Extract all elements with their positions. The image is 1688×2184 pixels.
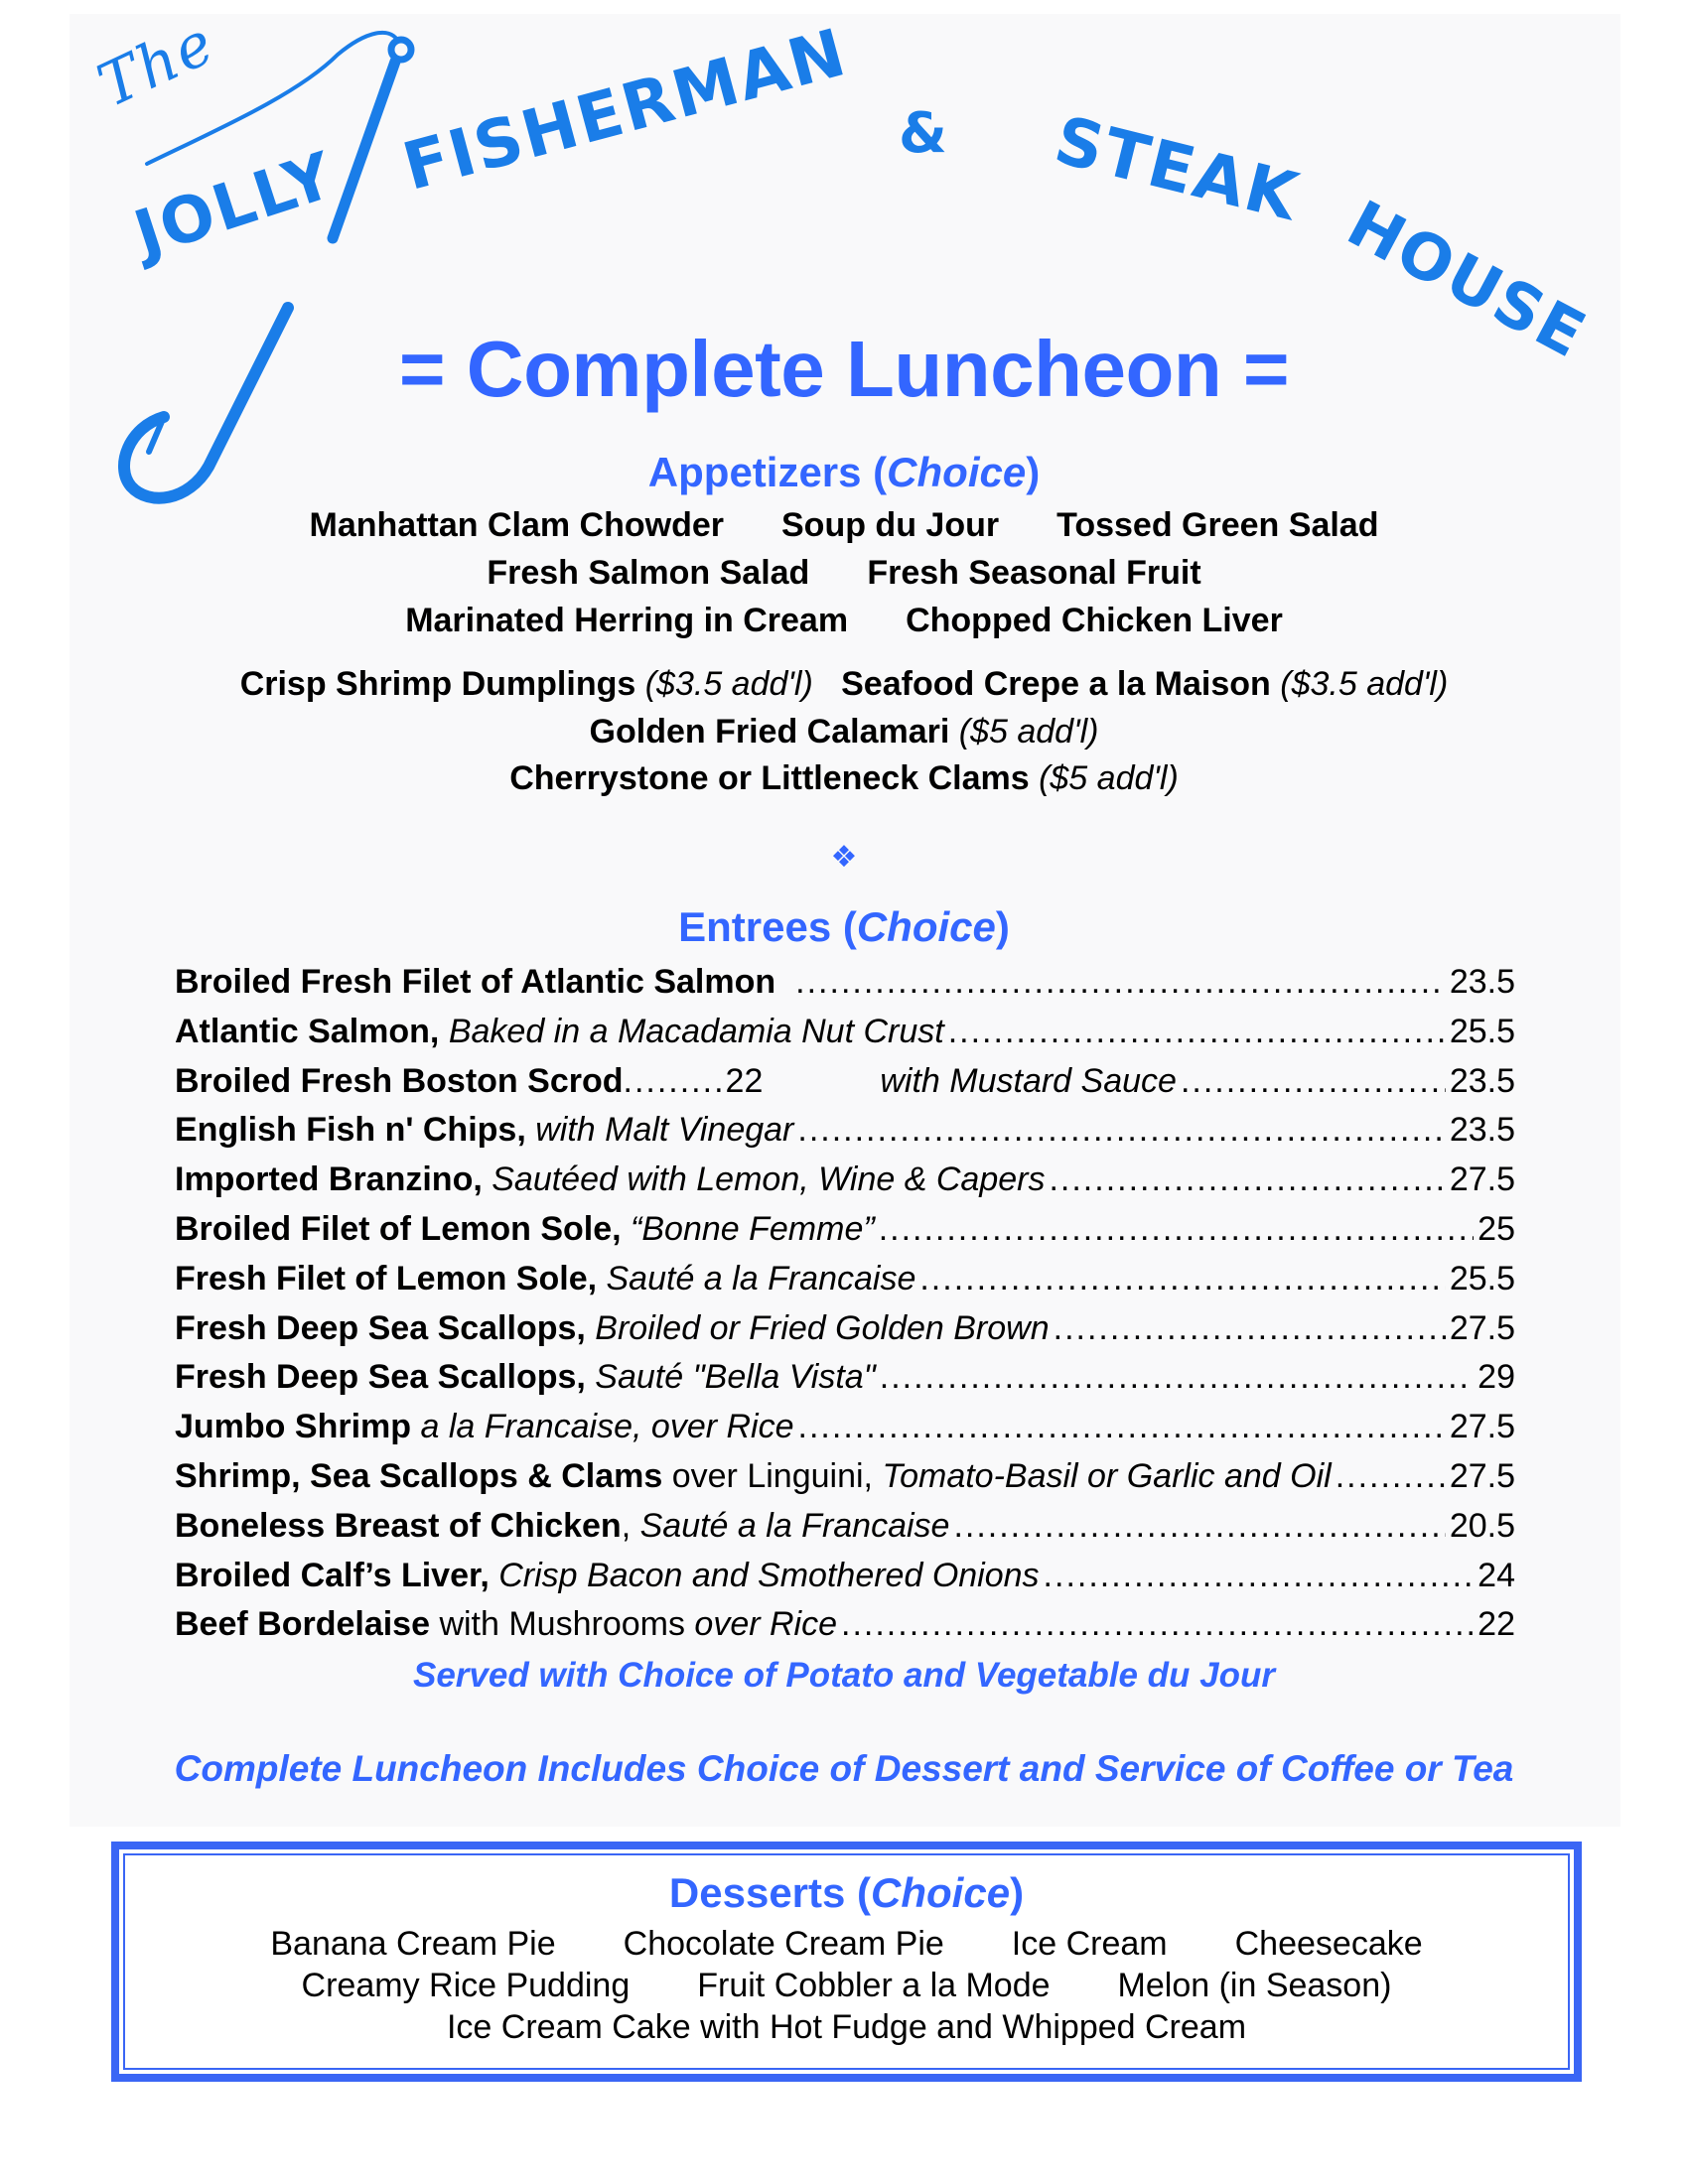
entree-name: Broiled Fresh Boston Scrod xyxy=(175,1061,624,1100)
appetizer-row xyxy=(0,602,1688,640)
logo-house: HOUSE xyxy=(1336,187,1599,373)
dessert-item: Creamy Rice Pudding xyxy=(301,1967,631,2004)
logo-ampersand: & xyxy=(899,101,949,166)
premium-appetizer-name: Seafood Crepe a la Maison xyxy=(841,665,1271,703)
dessert-item: Ice Cream xyxy=(1011,1925,1168,1963)
leader-dots: ......... xyxy=(623,1061,726,1100)
logo-jolly: JOLLY xyxy=(126,138,345,272)
entree-plain-text: with Mushrooms xyxy=(430,1605,695,1644)
desserts-box xyxy=(111,1842,1582,2082)
entree-description: Sauté "Bella Vista" xyxy=(585,1358,876,1397)
dessert-item: Melon (in Season) xyxy=(1117,1967,1392,2004)
entree-price: 24 xyxy=(1477,1556,1515,1594)
premium-appetizer-row xyxy=(0,713,1688,751)
entree-description: Baked in a Macadamia Nut Crust xyxy=(439,1012,944,1050)
entree-row xyxy=(175,1457,1515,1507)
premium-appetizer-name: Golden Fried Calamari xyxy=(589,713,950,751)
entree-name: Fresh Deep Sea Scallops, xyxy=(175,1308,586,1347)
entree-price: 25.5 xyxy=(1449,1012,1515,1050)
appetizer-item: Fresh Seasonal Fruit xyxy=(867,554,1201,592)
entree-description: a la Francaise, over Rice xyxy=(411,1408,794,1446)
includes-note: Complete Luncheon Includes Choice of Dessert and Service of Coffee or Tea xyxy=(174,1748,1514,1789)
dessert-item: Cheesecake xyxy=(1234,1925,1423,1963)
entree-sub-price: 22 xyxy=(725,1061,764,1100)
dessert-row xyxy=(119,1925,1574,1964)
leader-dots xyxy=(841,1605,1474,1644)
entree-price: 27.5 xyxy=(1449,1160,1515,1199)
entree-price: 29 xyxy=(1477,1358,1515,1397)
entree-row xyxy=(175,1160,1515,1210)
entree-name: Imported Branzino, xyxy=(175,1160,483,1199)
entree-description: Crisp Bacon and Smothered Onions xyxy=(489,1556,1040,1594)
entree-name: Broiled Calf’s Liver, xyxy=(175,1556,490,1594)
logo-fisherman: FISHERMAN xyxy=(395,14,855,205)
entree-description: over Rice xyxy=(694,1605,838,1644)
dessert-row xyxy=(119,2008,1574,2047)
entree-price: 25.5 xyxy=(1449,1259,1515,1297)
entree-description: Broiled or Fried Golden Brown xyxy=(585,1308,1050,1347)
leader-dots xyxy=(880,1358,1474,1397)
premium-appetizer-row xyxy=(0,665,1688,704)
appetizer-item: Fresh Salmon Salad xyxy=(487,554,810,592)
entree-name: Broiled Fresh Filet of Atlantic Salmon xyxy=(175,963,776,1001)
dessert-row xyxy=(119,1967,1574,2005)
logo-the: The xyxy=(87,7,225,121)
entree-price: 27.5 xyxy=(1449,1456,1515,1495)
leader-dots xyxy=(879,1210,1474,1249)
premium-appetizer-row xyxy=(0,759,1688,798)
leader-dots xyxy=(919,1260,1445,1298)
desserts-heading: Desserts (Choice) xyxy=(668,1869,1025,1916)
dessert-item: Chocolate Cream Pie xyxy=(623,1925,944,1963)
entree-row xyxy=(175,1507,1515,1557)
entree-row xyxy=(175,1309,1515,1359)
entree-row xyxy=(175,1210,1515,1260)
leader-dots xyxy=(1336,1457,1446,1496)
appetizer-item: Tossed Green Salad xyxy=(1056,506,1379,544)
entree-list xyxy=(175,963,1515,1655)
entree-name: English Fish n' Chips, xyxy=(175,1111,526,1150)
entree-row xyxy=(175,1260,1515,1309)
entree-name: Jumbo Shrimp xyxy=(175,1408,412,1446)
premium-appetizer-name: Cherrystone or Littleneck Clams xyxy=(509,759,1030,797)
appetizer-item: Marinated Herring in Cream xyxy=(405,602,849,639)
logo-steak: STEAK xyxy=(1048,101,1308,236)
appetizer-item: Soup du Jour xyxy=(781,506,1000,544)
dessert-item: Banana Cream Pie xyxy=(270,1925,556,1963)
surcharge: ($5 add'l) xyxy=(958,713,1099,751)
entree-price: 20.5 xyxy=(1449,1506,1515,1545)
entree-name: Boneless Breast of Chicken xyxy=(175,1506,622,1545)
entree-price: 22 xyxy=(1477,1605,1515,1644)
entree-description: Sauté a la Francaise xyxy=(639,1506,950,1545)
leader-dots xyxy=(948,1013,1446,1051)
leader-dots xyxy=(797,1111,1445,1150)
surcharge: ($3.5 add'l) xyxy=(1280,665,1449,703)
premium-appetizer-name: Crisp Shrimp Dumplings xyxy=(239,665,636,703)
appetizer-item: Manhattan Clam Chowder xyxy=(309,506,724,544)
entree-name: Beef Bordelaise xyxy=(175,1605,430,1644)
surcharge: ($5 add'l) xyxy=(1039,759,1179,797)
entree-price: 23.5 xyxy=(1449,1111,1515,1150)
entree-name: Fresh Deep Sea Scallops, xyxy=(175,1358,586,1397)
leader-dots xyxy=(1054,1309,1446,1348)
entree-description: Tomato-Basil or Garlic and Oil xyxy=(882,1456,1332,1495)
dessert-item: Ice Cream Cake with Hot Fudge and Whipped Cream xyxy=(446,2008,1247,2046)
leader-dots xyxy=(1049,1160,1445,1199)
entree-description: Sauté a la Francaise xyxy=(597,1259,916,1297)
entree-row xyxy=(175,1358,1515,1408)
entree-name: Fresh Filet of Lemon Sole, xyxy=(175,1259,598,1297)
entree-row xyxy=(175,1408,1515,1457)
entree-description: “Bonne Femme” xyxy=(621,1209,875,1248)
entree-plain-text: , xyxy=(621,1506,640,1545)
entree-plain-text: over Linguini, xyxy=(662,1456,883,1495)
entree-name: Shrimp, Sea Scallops & Clams xyxy=(175,1456,663,1495)
diamond-divider-icon: ❖ xyxy=(830,841,858,874)
entree-row xyxy=(175,963,1515,1013)
entree-row xyxy=(175,1557,1515,1606)
entree-alt-description: with Mustard Sauce xyxy=(880,1061,1177,1100)
entree-price: 27.5 xyxy=(1449,1308,1515,1347)
entree-name: Atlantic Salmon, xyxy=(175,1012,440,1050)
entree-row xyxy=(175,1605,1515,1655)
leader-dots xyxy=(953,1507,1445,1546)
entree-description: with Malt Vinegar xyxy=(525,1111,794,1150)
appetizer-row xyxy=(0,554,1688,593)
entrees-heading: Entrees (Choice) xyxy=(678,903,1010,950)
entree-row xyxy=(175,1062,1515,1112)
served-with-note: Served with Choice of Potato and Vegetable du Jour xyxy=(413,1656,1275,1695)
leader-dots xyxy=(795,963,1446,1002)
entree-description: Sautéed with Lemon, Wine & Capers xyxy=(482,1160,1046,1199)
page-title: = Complete Luncheon = xyxy=(398,325,1290,413)
entree-price: 23.5 xyxy=(1449,1061,1515,1100)
dessert-item: Fruit Cobbler a la Mode xyxy=(697,1967,1051,2004)
entree-price: 25 xyxy=(1477,1209,1515,1248)
entree-price: 27.5 xyxy=(1449,1408,1515,1446)
leader-dots xyxy=(1181,1062,1446,1101)
entree-price: 23.5 xyxy=(1449,963,1515,1001)
leader-dots xyxy=(1044,1557,1475,1595)
entree-row xyxy=(175,1111,1515,1160)
appetizers-heading: Appetizers (Choice) xyxy=(647,449,1041,495)
entree-name: Broiled Filet of Lemon Sole, xyxy=(175,1209,622,1248)
leader-dots xyxy=(798,1408,1446,1446)
surcharge: ($3.5 add'l) xyxy=(644,665,813,703)
appetizer-item: Chopped Chicken Liver xyxy=(906,602,1283,639)
appetizer-row xyxy=(0,506,1688,545)
entree-row xyxy=(175,1013,1515,1062)
